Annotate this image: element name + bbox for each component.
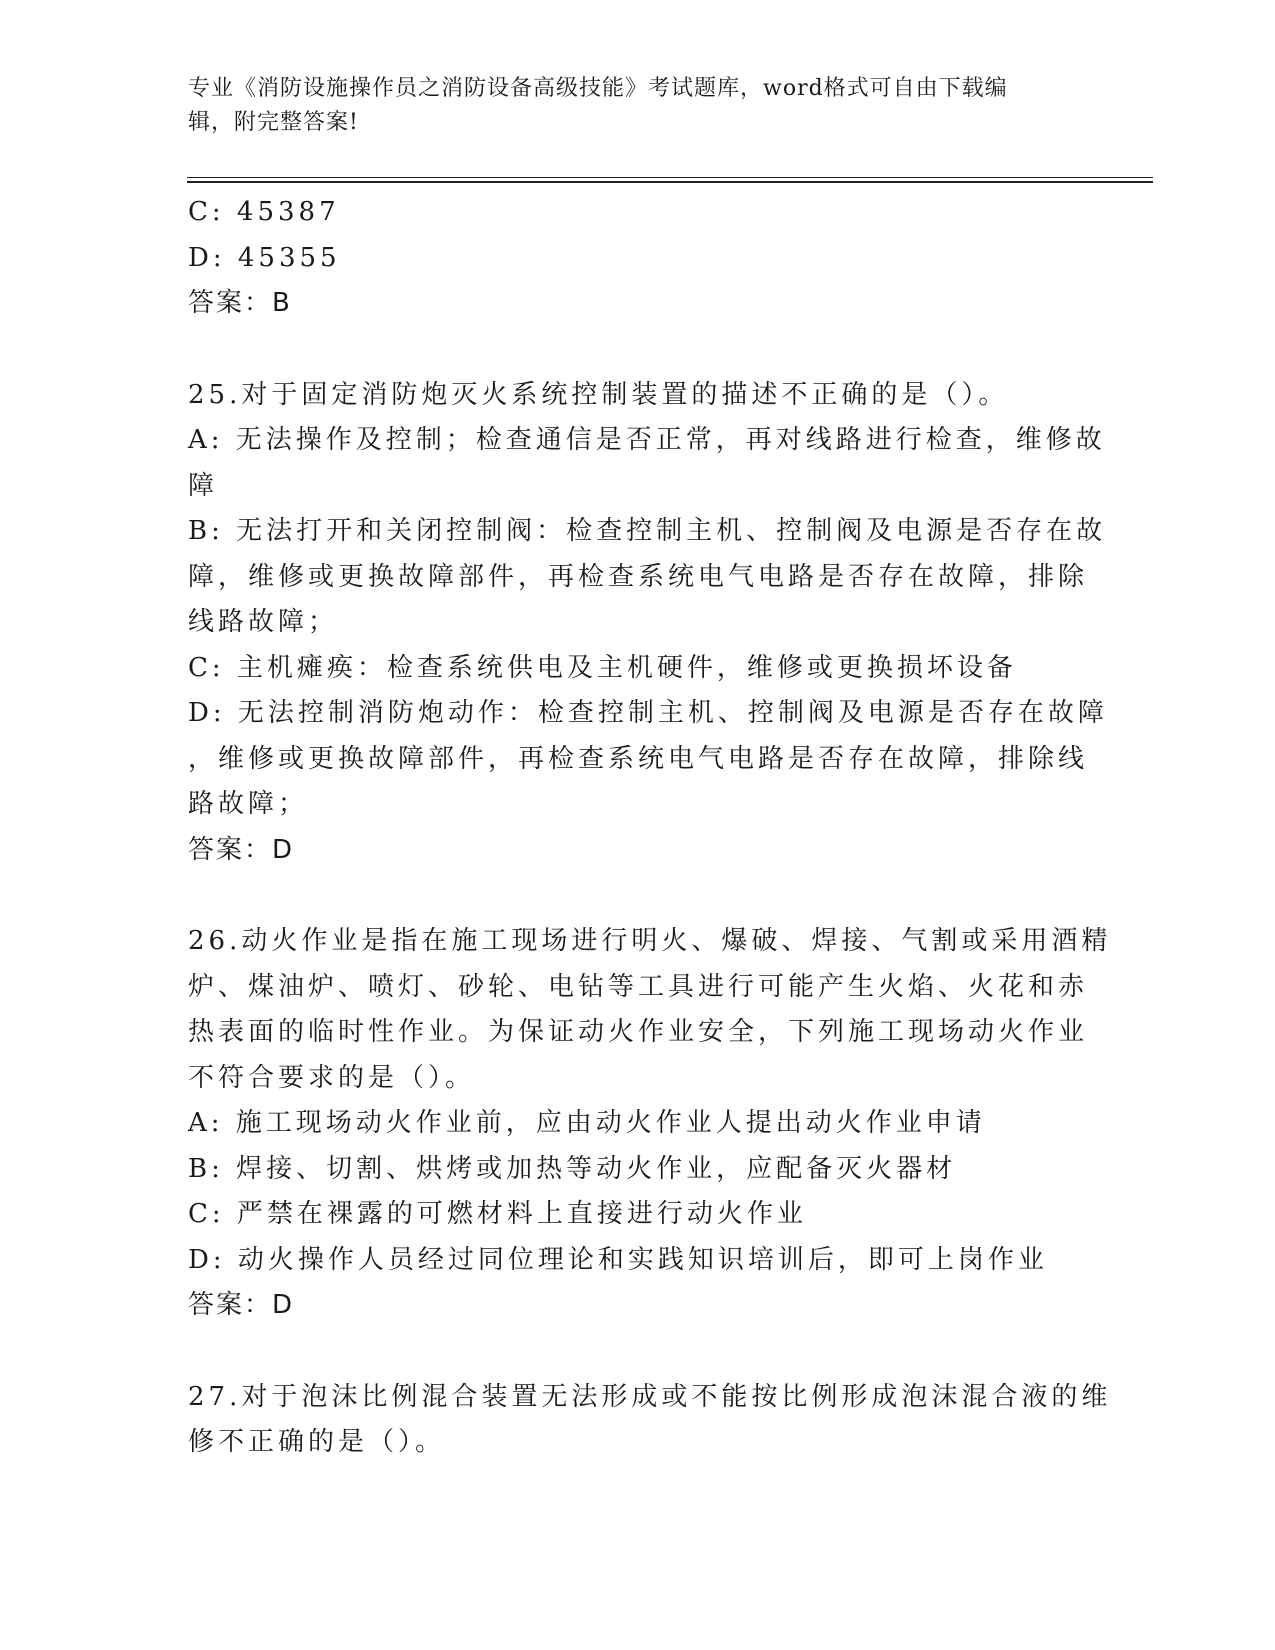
option-a: A: 施工现场动火作业前，应由动火作业人提出动火作业申请 [188,1108,986,1138]
question-stem: 27.对于泡沫比例混合装置无法形成或不能按比例形成泡沫混合液的维 [188,1381,1112,1412]
option-b: B: 无法打开和关闭控制阀：检查控制主机、控制阀及电源是否存在故 [188,516,1107,546]
question-gap [188,1329,1088,1375]
header-line-1: 专业《消防设施操作员之消防设备高级技能》考试题库，word格式可自由下载编 [188,76,1008,101]
question-gap [188,873,1088,919]
option-d: D: 动火操作人员经过同位理论和实践知识培训后，即可上岗作业 [188,1244,1048,1275]
header-divider-thick [187,181,1153,183]
option-b-cont: 障，维修或更换故障部件，再检查系统电气电路是否存在故障，排除 [188,561,1089,592]
answer-line: 答案：D [188,834,295,865]
header-divider-thin [187,177,1153,178]
option-a-cont: 障 [188,470,219,501]
option-b: B: 焊接、切割、烘烤或加热等动火作业，应配备灭火器材 [188,1153,957,1184]
answer-line: 答案：D [188,1290,295,1320]
question-27 [188,1375,1112,1466]
question-stem: 26.动火作业是指在施工现场进行明火、爆破、焊接、气割或采用酒精 [188,926,1112,956]
option-c: C: 主机瘫痪：检查系统供电及主机硬件，维修或更换损坏设备 [188,652,1017,683]
document-body [188,190,1112,1466]
answer-line: 答案：B [188,288,292,318]
option-d-cont: ，维修或更换故障部件，再检查系统电气电路是否存在故障，排除线 [188,743,1089,774]
header-line-2: 辑，附完整答案! [188,110,359,135]
question-stem-cont: 修不正确的是（）。 [188,1427,446,1457]
option-c: C: 45387 [188,197,340,227]
question-26 [188,919,1112,1329]
option-d-cont: 路故障； [188,789,309,819]
question-25 [188,373,1108,874]
option-d: D: 45355 [188,242,341,273]
option-a: A: 无法操作及控制；检查通信是否正常，再对线路进行检查，维修故 [188,425,1106,455]
option-c: C: 严禁在裸露的可燃材料上直接进行动火作业 [188,1199,807,1229]
page-header [188,72,1088,140]
question-stem: 25.对于固定消防炮灭火系统控制装置的描述不正确的是（）。 [188,379,1009,410]
question-stem-cont: 炉、煤油炉、喷灯、砂轮、电钻等工具进行可能产生火焰、火花和赤 [188,971,1089,1002]
option-b-cont: 线路故障； [188,607,339,637]
question-gap [188,327,1088,373]
question-stem-cont: 热表面的临时性作业。为保证动火作业安全，下列施工现场动火作业 [188,1017,1089,1047]
option-d: D: 无法控制消防炮动作：检查控制主机、控制阀及电源是否存在故障 [188,698,1108,728]
question-stem-cont: 不符合要求的是（）。 [188,1062,476,1093]
prev-question-tail [188,190,1088,327]
